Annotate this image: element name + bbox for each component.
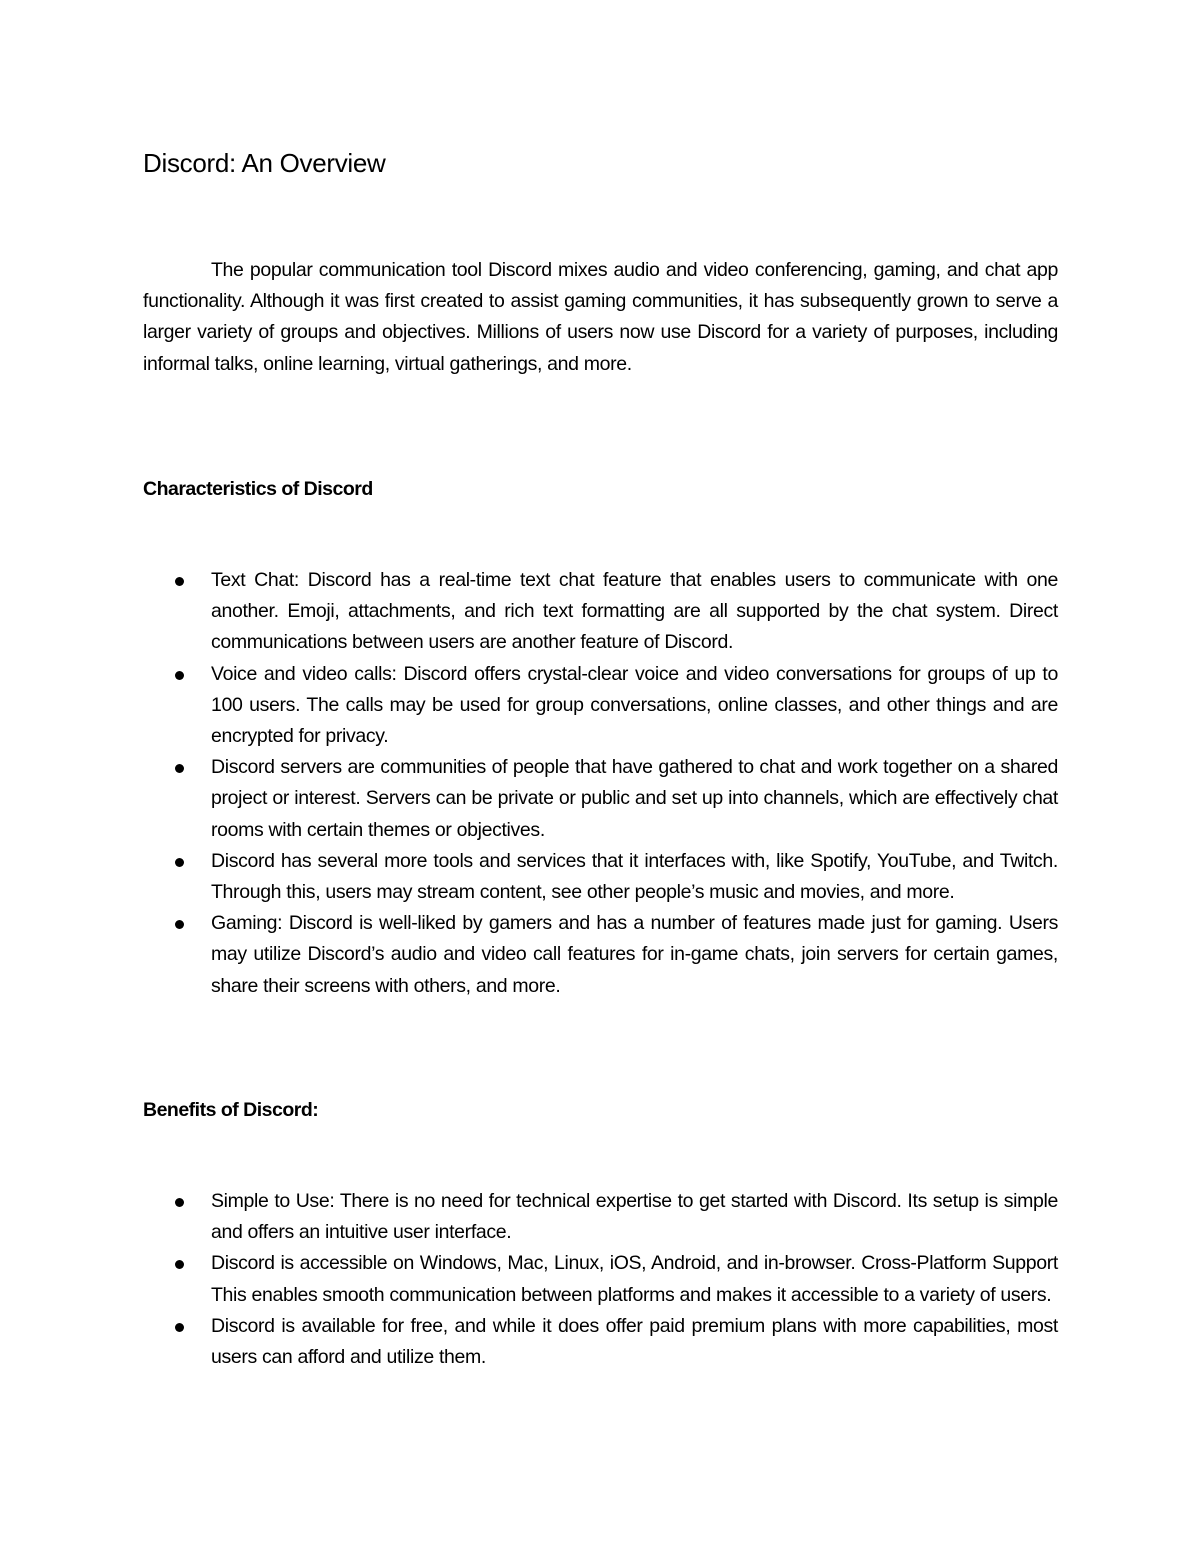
characteristics-heading: Characteristics of Discord [143, 478, 373, 500]
bullet-icon [175, 920, 184, 929]
bullet-icon [175, 1323, 184, 1332]
characteristics-list [0, 565, 1058, 1002]
list-item [0, 846, 1058, 908]
bullet-icon [175, 671, 184, 680]
list-item [0, 908, 1058, 1002]
bullet-icon [175, 1260, 184, 1269]
list-item [0, 1311, 1058, 1373]
document-title: Discord: An Overview [143, 148, 386, 178]
list-item-text: Simple to Use: There is no need for technical expertise to get started with Discord. Its setup is simple and offers an intuitive user interface. [211, 1190, 1058, 1244]
bullet-icon [175, 577, 184, 586]
list-item-text: Discord servers are communities of people that have gathered to chat and work together on a shared project or interest. Servers can be private or public and set up into channels, which are effectively chat rooms with certain themes or objectives. [211, 756, 1058, 841]
bullet-icon [175, 764, 184, 773]
list-item [0, 752, 1058, 846]
benefits-heading: Benefits of Discord: [143, 1099, 319, 1121]
benefits-list [0, 1186, 1058, 1373]
list-item-text: Discord is accessible on Windows, Mac, Linux, iOS, Android, and in-browser. Cross-Platform Support This enables smooth communication between platforms and makes it accessible to a variety of users. [211, 1252, 1058, 1306]
list-item [0, 1248, 1058, 1310]
bullet-icon [175, 858, 184, 867]
list-item-text: Gaming: Discord is well-liked by gamers and has a number of features made just for gaming. Users may utilize Discord’s audio and video call features for in-game chats, join servers for certain games, share their screens with others, and more. [211, 912, 1058, 997]
list-item [0, 1186, 1058, 1248]
list-item-text: Discord is available for free, and while it does offer paid premium plans with more capabilities, most users can afford and utilize them. [211, 1314, 1058, 1369]
list-item-text: Discord has several more tools and services that it interfaces with, like Spotify, YouTube, and Twitch. Through this, users may stream content, see other people’s music and movies, and more. [211, 849, 1058, 904]
bullet-icon [175, 1198, 184, 1207]
intro-paragraph: The popular communication tool Discord mixes audio and video conferencing, gaming, and chat app functionality. Although it was first created to assist gaming communities, it has subsequently grown to serve a larger variety of groups and objectives. Millions of users now use Discord for a variety of purposes, including informal talks, online learning, virtual gatherings, and more. [143, 259, 1058, 375]
list-item-text: Voice and video calls: Discord offers crystal-clear voice and video conversations for groups of up to 100 users. The calls may be used for group conversations, online classes, and other things and are encrypted for privacy. [211, 662, 1058, 748]
list-item-text: Text Chat: Discord has a real-time text chat feature that enables users to communicate with one another. Emoji, attachments, and rich text formatting are all supported by the chat system. Direct communications between users are another feature of Discord. [211, 569, 1058, 654]
list-item [0, 565, 1058, 659]
list-item [0, 659, 1058, 753]
